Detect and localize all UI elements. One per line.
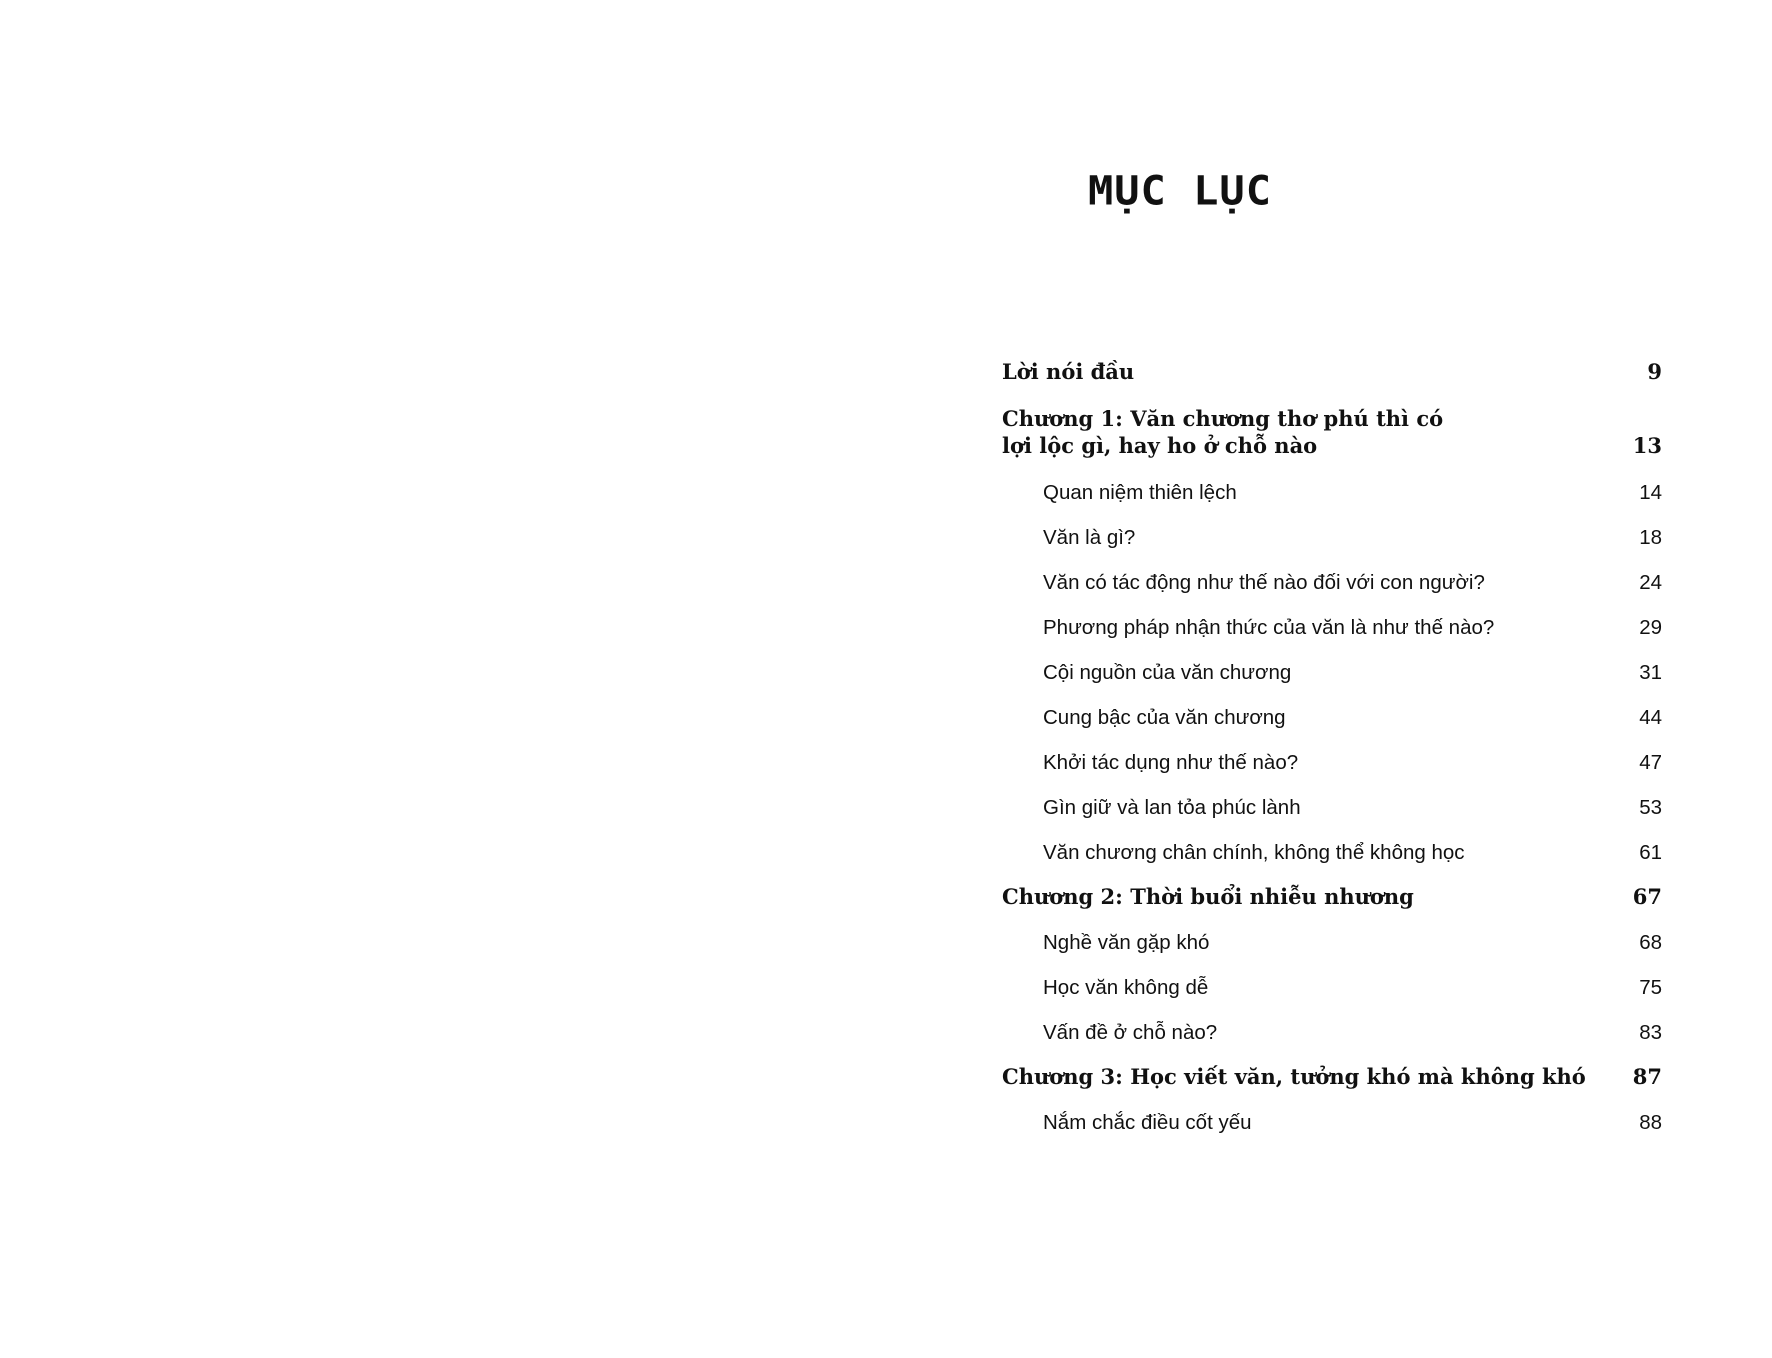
toc-entry-section[interactable] (1002, 615, 1662, 641)
toc-entry-title: Nghề văn gặp khó (1043, 931, 1210, 954)
toc-entry-title-line: Chương 3: Học viết văn, tưởng khó mà không khó (1002, 1064, 1586, 1089)
toc-entry-section[interactable] (1002, 795, 1662, 821)
toc-entry-section[interactable] (1002, 840, 1662, 866)
toc-entry-title: Gìn giữ và lan tỏa phúc lành (1043, 796, 1301, 819)
toc-entry-page-number: 88 (1639, 1111, 1662, 1134)
toc-entry-section[interactable] (1002, 975, 1662, 1001)
toc-entry-title: Văn chương chân chính, không thể không học (1043, 841, 1465, 864)
toc-entry-title (1002, 883, 1414, 910)
toc-entry-foreword[interactable] (1002, 358, 1662, 385)
toc-entry-title: Khởi tác dụng như thế nào? (1043, 751, 1299, 774)
toc-entry-page-number: 9 (1647, 359, 1662, 384)
toc-entry-page-number: 47 (1639, 751, 1662, 774)
page-title: MỤC LỤC (1087, 167, 1272, 214)
toc-entry-title (1002, 358, 1134, 385)
toc-entry-chapter-1[interactable] (1002, 405, 1662, 459)
toc-entry-page-number: 13 (1632, 433, 1662, 458)
toc-entry-section[interactable] (1002, 1020, 1662, 1046)
toc-entry-title: Phương pháp nhận thức của văn là như thế nào? (1043, 616, 1495, 639)
toc-entry-page-number: 67 (1632, 884, 1662, 909)
toc-entry-page-number: 31 (1639, 661, 1662, 684)
toc-entry-page-number: 87 (1632, 1064, 1662, 1089)
toc-entry-page-number: 68 (1639, 931, 1662, 954)
toc-entry-page-number: 61 (1639, 841, 1662, 864)
toc-entry-section[interactable] (1002, 570, 1662, 596)
toc-entry-title (1002, 405, 1443, 459)
toc-entry-title: Học văn không dễ (1043, 976, 1209, 999)
toc-entry-title (1002, 1063, 1586, 1090)
toc-entry-page-number: 53 (1639, 796, 1662, 819)
toc-entry-page-number: 29 (1639, 616, 1662, 639)
toc-entry-title: Văn có tác động như thế nào đối với con người? (1043, 571, 1485, 594)
toc-entry-chapter-2[interactable] (1002, 883, 1662, 910)
toc-entry-chapter-3[interactable] (1002, 1063, 1662, 1090)
toc-entry-title-line: Lời nói đầu (1002, 359, 1135, 384)
toc-entry-section[interactable] (1002, 930, 1662, 956)
toc-entry-section[interactable] (1002, 705, 1662, 731)
toc-entry-title: Nắm chắc điều cốt yếu (1043, 1111, 1252, 1134)
toc-entry-title-line: lợi lộc gì, hay ho ở chỗ nào (1002, 433, 1318, 458)
toc-entry-title: Cung bậc của văn chương (1043, 706, 1286, 729)
toc-entry-title-line: Chương 2: Thời buổi nhiễu nhương (1002, 884, 1414, 909)
toc-entry-section[interactable] (1002, 750, 1662, 776)
toc-entry-section[interactable] (1002, 660, 1662, 686)
toc-entry-page-number: 24 (1639, 571, 1662, 594)
toc-entry-page-number: 18 (1639, 526, 1662, 549)
toc-entry-title: Cội nguồn của văn chương (1043, 661, 1292, 684)
toc-entry-page-number: 83 (1639, 1021, 1662, 1044)
toc-entry-title: Văn là gì? (1043, 526, 1136, 549)
toc-entry-page-number: 75 (1639, 976, 1662, 999)
toc-entry-page-number: 44 (1639, 706, 1662, 729)
toc-entry-section[interactable] (1002, 1110, 1662, 1136)
toc-entry-title: Quan niệm thiên lệch (1043, 481, 1237, 504)
toc-entry-title-line: Chương 1: Văn chương thơ phú thì có (1002, 406, 1444, 431)
toc-entry-section[interactable] (1002, 525, 1662, 551)
toc-entry-section[interactable] (1002, 480, 1662, 506)
toc-entry-page-number: 14 (1639, 481, 1662, 504)
toc-entry-title: Vấn đề ở chỗ nào? (1043, 1021, 1218, 1044)
